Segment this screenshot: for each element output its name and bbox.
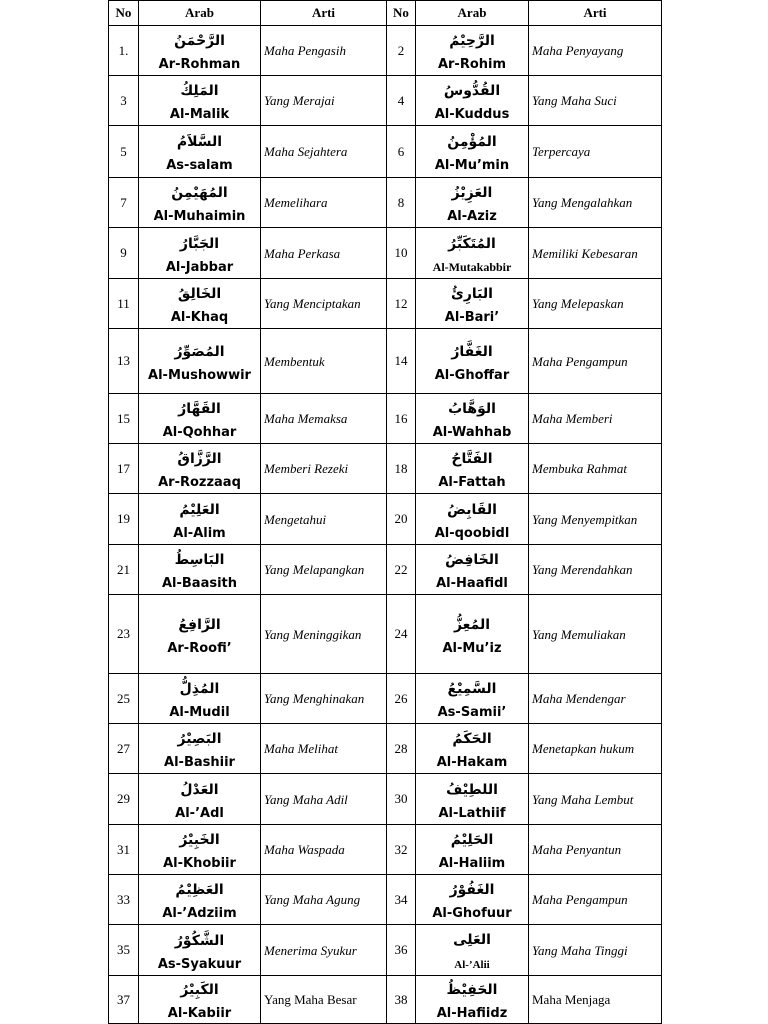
name-number: 21 [109, 545, 139, 595]
name-meaning: Yang Merajai [261, 76, 387, 126]
name-meaning: Maha Pengampun [529, 329, 662, 394]
name-arab-cell [416, 825, 529, 875]
latin-name: Al-Mu’min [434, 158, 510, 173]
name-arab-cell [139, 494, 261, 545]
latin-name: Al-Jabbar [165, 259, 234, 275]
header-arab-left: Arab [139, 1, 261, 26]
name-meaning: Maha Melihat [261, 724, 387, 774]
asmaul-husna-table [108, 0, 662, 1024]
name-meaning: Maha Memberi [529, 394, 662, 444]
name-meaning: Menetapkan hukum [529, 724, 662, 774]
name-arab-cell [139, 674, 261, 724]
name-number: 5 [109, 126, 139, 178]
header-arab-right: Arab [416, 1, 529, 26]
name-number: 8 [387, 178, 416, 228]
name-arab-cell [139, 329, 261, 394]
arabic-name: المُتَكَبِّرُ [448, 235, 496, 252]
name-arab-cell [416, 595, 529, 674]
arabic-name: القُدُّوسُ [443, 83, 501, 99]
name-arab-cell [139, 925, 261, 976]
arabic-name: الرَّحْمَنُ [174, 33, 225, 49]
arabic-name: الفَتَّاحُ [451, 451, 493, 467]
name-number: 15 [109, 394, 139, 444]
header-no-left: No [109, 1, 139, 26]
arabic-name: الجَبَّارُ [179, 235, 220, 252]
name-arab-cell [416, 76, 529, 126]
name-number: 6 [387, 126, 416, 178]
latin-name: Al-Kuddus [434, 107, 510, 122]
latin-name: Al-Mu’iz [442, 640, 502, 656]
arabic-name: القَابِضُ [447, 501, 497, 518]
name-meaning: Memiliki Kebesaran [529, 228, 662, 279]
latin-name: Al-Hakam [436, 755, 508, 770]
name-meaning: Membuka Rahmat [529, 444, 662, 494]
name-meaning: Yang Maha Besar [261, 976, 387, 1024]
arabic-name: المُؤْمِنُ [447, 134, 497, 150]
latin-name: Al-Ghofuur [432, 906, 512, 921]
name-arab-cell [416, 976, 529, 1024]
name-arab-cell [139, 279, 261, 329]
name-number: 35 [109, 925, 139, 976]
name-number: 16 [387, 394, 416, 444]
table-row [109, 76, 662, 126]
latin-name: Ar-Rohim [437, 57, 507, 72]
latin-name: Ar-Roofi’ [167, 640, 232, 656]
arabic-name: المُذِلُّ [179, 681, 220, 697]
arabic-name: الخَبِيْرُ [179, 832, 220, 848]
name-meaning: Yang Maha Lembut [529, 774, 662, 825]
arabic-name: السَّلاَمُ [176, 134, 223, 150]
latin-name: Al-Malik [169, 107, 230, 122]
name-number: 30 [387, 774, 416, 825]
name-number: 34 [387, 875, 416, 925]
name-arab-cell [139, 26, 261, 76]
name-number: 13 [109, 329, 139, 394]
latin-name: Al-Mutakabbir [432, 259, 512, 274]
name-number: 25 [109, 674, 139, 724]
name-number: 26 [387, 674, 416, 724]
name-arab-cell [416, 444, 529, 494]
table-row [109, 875, 662, 925]
name-number: 38 [387, 976, 416, 1024]
arabic-name: العَلِى [453, 931, 491, 948]
name-number: 1. [109, 26, 139, 76]
name-meaning: Yang Meninggikan [261, 595, 387, 674]
name-arab-cell [139, 228, 261, 279]
arabic-name: المَلِكُ [180, 83, 219, 99]
arabic-name: الحَفِيْظُ [446, 982, 498, 998]
latin-name: Al-Wahhab [432, 425, 512, 440]
name-arab-cell [139, 774, 261, 825]
name-number: 29 [109, 774, 139, 825]
arabic-name: الرَّحِيْمُ [449, 33, 495, 49]
name-number: 22 [387, 545, 416, 595]
name-arab-cell [416, 394, 529, 444]
latin-name: Al-Haafidl [436, 576, 508, 591]
arabic-name: العَظِيْمُ [175, 882, 224, 898]
table-row [109, 126, 662, 178]
latin-name: Al-Khaq [170, 310, 229, 325]
name-arab-cell [416, 279, 529, 329]
name-number: 20 [387, 494, 416, 545]
latin-name: Al-’Adl [175, 805, 224, 821]
name-arab-cell [416, 925, 529, 976]
name-arab-cell [416, 875, 529, 925]
latin-name: Al-’Adziim [162, 906, 237, 921]
name-number: 3 [109, 76, 139, 126]
latin-name: Al-’Alii [454, 958, 490, 971]
table-row [109, 925, 662, 976]
latin-name: Ar-Rozzaaq [158, 475, 241, 490]
name-number: 27 [109, 724, 139, 774]
name-number: 17 [109, 444, 139, 494]
arabic-name: الرَّزَّاقُ [177, 451, 222, 467]
latin-name: As-Syakuur [157, 956, 242, 972]
latin-name: Al-Bashiir [164, 755, 235, 770]
name-arab-cell [416, 329, 529, 394]
name-number: 36 [387, 925, 416, 976]
table-row [109, 228, 662, 279]
arabic-name: الرَّافِعُ [178, 616, 221, 633]
table-row [109, 178, 662, 228]
arabic-name: العَلِيْمُ [179, 501, 220, 518]
name-number: 24 [387, 595, 416, 674]
table-row [109, 774, 662, 825]
name-arab-cell [139, 825, 261, 875]
name-number: 2 [387, 26, 416, 76]
name-meaning: Yang Mengalahkan [529, 178, 662, 228]
name-meaning: Maha Pengampun [529, 875, 662, 925]
arabic-name: المُعِزُّ [453, 616, 491, 633]
name-meaning: Memberi Rezeki [261, 444, 387, 494]
latin-name: Al-Bari’ [444, 310, 500, 325]
arabic-name: العَدْلُ [180, 781, 219, 798]
latin-name: As-Samii’ [437, 705, 507, 720]
name-number: 33 [109, 875, 139, 925]
name-arab-cell [416, 774, 529, 825]
name-arab-cell [139, 976, 261, 1024]
arabic-name: الحَكَمُ [452, 731, 492, 747]
arabic-name: الحَلِيْمُ [450, 832, 494, 848]
latin-name: Al-Hafiidz [436, 1006, 508, 1021]
latin-name: Al-Kabiir [167, 1006, 232, 1021]
name-number: 9 [109, 228, 139, 279]
table-row [109, 329, 662, 394]
arabic-name: المُهَيْمِنُ [171, 185, 228, 201]
latin-name: Al-Baasith [161, 576, 238, 591]
arabic-name: البَاسِطُ [174, 552, 225, 568]
name-number: 28 [387, 724, 416, 774]
table-row [109, 545, 662, 595]
latin-name: Al-Mushowwir [148, 367, 251, 383]
table-row [109, 825, 662, 875]
latin-name: Al-Aziz [447, 209, 497, 224]
name-meaning: Yang Melapangkan [261, 545, 387, 595]
name-number: 19 [109, 494, 139, 545]
name-number: 31 [109, 825, 139, 875]
name-arab-cell [139, 724, 261, 774]
latin-name: Al-Qohhar [162, 425, 237, 440]
name-number: 32 [387, 825, 416, 875]
name-arab-cell [139, 595, 261, 674]
arabic-name: العَزِيْزُ [451, 185, 493, 201]
table-row [109, 724, 662, 774]
table-row [109, 444, 662, 494]
table-row [109, 674, 662, 724]
name-number: 14 [387, 329, 416, 394]
name-arab-cell [139, 394, 261, 444]
latin-name: Al-qoobidl [434, 525, 510, 541]
arabic-name: البَارِئُ [451, 286, 493, 302]
name-arab-cell [139, 178, 261, 228]
arabic-name: الغَفُوْرُ [449, 882, 495, 898]
name-number: 7 [109, 178, 139, 228]
name-meaning: Maha Waspada [261, 825, 387, 875]
latin-name: Al-Lathiif [438, 805, 506, 821]
arabic-name: البَصِيْرُ [177, 731, 222, 747]
name-arab-cell [416, 178, 529, 228]
header-arti-left: Arti [261, 1, 387, 26]
name-meaning: Maha Penyantun [529, 825, 662, 875]
latin-name: Al-Khobiir [163, 856, 236, 871]
header-arti-right: Arti [529, 1, 662, 26]
name-arab-cell [416, 545, 529, 595]
arabic-name: الغَفَّارُ [451, 343, 493, 360]
name-meaning: Yang Maha Agung [261, 875, 387, 925]
arabic-name: الوَهَّابُ [448, 401, 496, 417]
name-arab-cell [416, 26, 529, 76]
latin-name: Ar-Rohman [158, 57, 241, 72]
name-meaning: Yang Merendahkan [529, 545, 662, 595]
header-no-right: No [387, 1, 416, 26]
arabic-name: السَّمِيْعُ [447, 681, 497, 697]
name-arab-cell [416, 126, 529, 178]
latin-name: As-salam [166, 158, 233, 173]
latin-name: Al-Ghoffar [434, 367, 510, 383]
name-meaning: Mengetahui [261, 494, 387, 545]
latin-name: Al-Muhaimin [153, 209, 246, 224]
name-meaning: Maha Menjaga [529, 976, 662, 1024]
table-body [109, 26, 662, 1024]
latin-name: Al-Mudil [169, 705, 230, 720]
name-meaning: Yang Menghinakan [261, 674, 387, 724]
table-row [109, 494, 662, 545]
name-arab-cell [416, 494, 529, 545]
name-meaning: Menerima Syukur [261, 925, 387, 976]
name-arab-cell [416, 228, 529, 279]
name-meaning: Yang Maha Adil [261, 774, 387, 825]
arabic-name: القَهَّارُ [178, 401, 221, 417]
name-meaning: Membentuk [261, 329, 387, 394]
name-arab-cell [416, 724, 529, 774]
arabic-name: اللطِيْفُ [446, 781, 498, 798]
name-meaning: Maha Memaksa [261, 394, 387, 444]
name-meaning: Yang Menyempitkan [529, 494, 662, 545]
latin-name: Al-Fattah [438, 475, 506, 490]
arabic-name: المُصَوِّرُ [174, 343, 225, 360]
name-number: 4 [387, 76, 416, 126]
name-arab-cell [416, 674, 529, 724]
name-arab-cell [139, 444, 261, 494]
name-meaning: Yang Maha Tinggi [529, 925, 662, 976]
header-row [109, 1, 662, 26]
name-arab-cell [139, 545, 261, 595]
name-number: 12 [387, 279, 416, 329]
table-row [109, 976, 662, 1024]
table-row [109, 279, 662, 329]
name-meaning: Maha Mendengar [529, 674, 662, 724]
latin-name: Al-Alim [173, 525, 226, 541]
name-meaning: Maha Penyayang [529, 26, 662, 76]
name-meaning: Maha Perkasa [261, 228, 387, 279]
latin-name: Al-Haliim [438, 856, 506, 871]
name-number: 23 [109, 595, 139, 674]
table-row [109, 595, 662, 674]
name-meaning: Memelihara [261, 178, 387, 228]
name-meaning: Maha Pengasih [261, 26, 387, 76]
table-row [109, 394, 662, 444]
name-meaning: Yang Menciptakan [261, 279, 387, 329]
name-arab-cell [139, 875, 261, 925]
name-arab-cell [139, 76, 261, 126]
name-number: 18 [387, 444, 416, 494]
table-row [109, 26, 662, 76]
arabic-name: الكَبِيْرُ [180, 982, 219, 998]
name-meaning: Yang Maha Suci [529, 76, 662, 126]
name-meaning: Yang Melepaskan [529, 279, 662, 329]
name-number: 37 [109, 976, 139, 1024]
name-arab-cell [139, 126, 261, 178]
name-number: 11 [109, 279, 139, 329]
arabic-name: الشَّكُوْرُ [174, 932, 225, 949]
arabic-name: الخَافِضُ [445, 552, 499, 568]
name-meaning: Terpercaya [529, 126, 662, 178]
name-number: 10 [387, 228, 416, 279]
name-meaning: Maha Sejahtera [261, 126, 387, 178]
arabic-name: الخَالِقُ [177, 286, 222, 302]
name-meaning: Yang Memuliakan [529, 595, 662, 674]
